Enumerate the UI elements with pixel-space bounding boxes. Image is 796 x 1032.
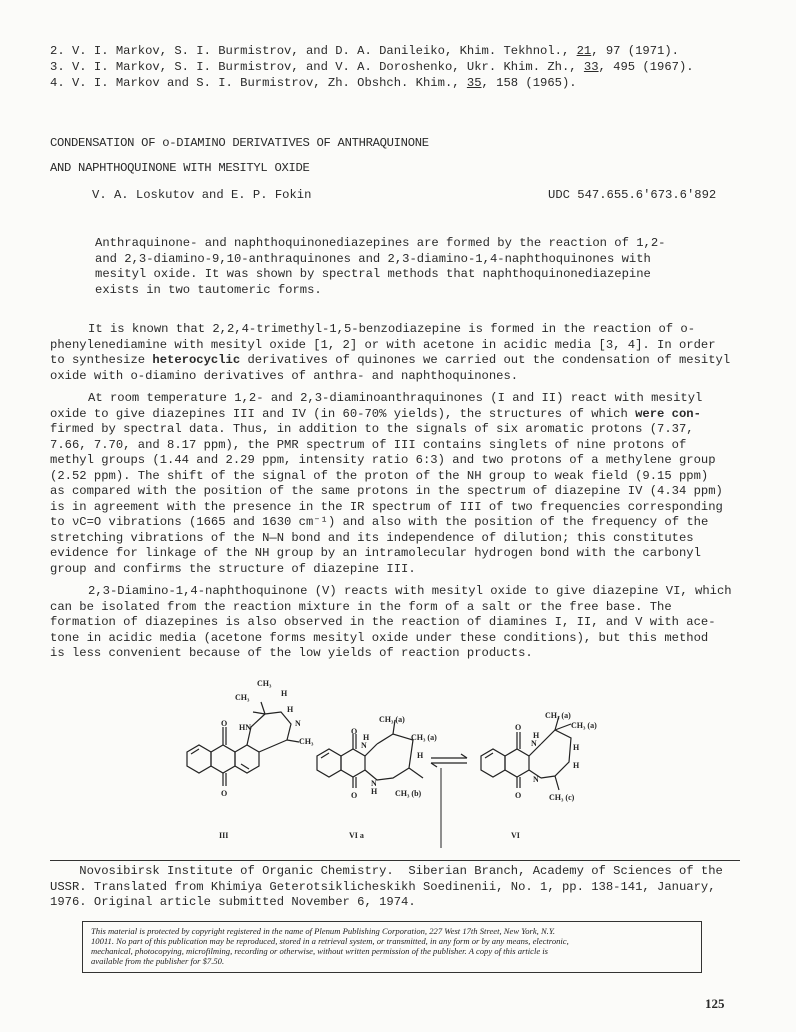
title-line: AND NAPHTHOQUINONE WITH MESITYL OXIDE (50, 161, 310, 175)
oxygen-label: O (351, 727, 358, 736)
text-line: firmed by spectral data. Thus, in addition to the signals of six aromatic protons (7.37, (50, 422, 694, 436)
text-line: group and confirms the structure of diazepine III. (50, 561, 416, 576)
abstract-line: Anthraquinone- and naphthoquinonediazepines are formed by the reaction of 1,2- (95, 236, 666, 250)
nh-label: HN (239, 723, 251, 732)
abstract-line: exists in two tautomeric forms. (95, 282, 322, 297)
h-label: H (287, 705, 294, 714)
paragraph (50, 391, 750, 577)
oxygen-label: O (221, 719, 228, 728)
compound-label-iii: III (219, 831, 229, 840)
text-line: evidence for linkage of the NH group by an intramolecular hydrogen bond with the carbonyl (50, 546, 701, 560)
methyl-label: CH₃ (235, 693, 250, 702)
structure-iii (187, 702, 299, 786)
n-label: N (531, 739, 537, 748)
methyl-label-a: CH₃ (a) (545, 711, 571, 720)
text-line: 7.66, 7.70, and 8.17 ppm), the PMR spectrum of III contains singlets of nine protons of (50, 437, 687, 452)
text-line: tone in acidic media (acetone forms mesityl oxide under these conditions), but this method (50, 630, 709, 645)
text-line: stretching vibrations of the N—N bond and its independence of dilution; this constitutes (50, 530, 694, 545)
footnote-divider (50, 860, 740, 861)
compound-label-via: VI a (349, 831, 364, 840)
oxygen-label: O (351, 791, 358, 800)
abstract-line: mesityl oxide. It was shown by spectral methods that naphthoquinonediazepine (95, 267, 651, 281)
title-line: CONDENSATION OF o-DIAMINO DERIVATIVES OF ANTHRAQUINONE (50, 136, 429, 150)
text-line: (2.52 ppm). The shift of the signal of the proton of the NH group to weak field (9.15 ppm) (50, 468, 709, 483)
text-line: oxide with o-diamino derivatives of anthra- and naphthoquinones. (50, 368, 519, 383)
text-line: is less convenient because of the low yields of reaction products. (50, 646, 533, 660)
text-line: It is known that 2,2,4-trimethyl-1,5-benzodiazepine is formed in the reaction of o- (88, 322, 696, 336)
footnote-line: USSR. Translated from Khimiya Geterotsiklicheskikh Soedinenii, No. 1, pp. 138-141, January, (50, 879, 716, 894)
methyl-label: CH₃ (257, 679, 272, 688)
text-line: At room temperature 1,2- and 2,3-diaminoanthraquinones (I and II) react with mesityl (88, 391, 703, 405)
footnote-line: Novosibirsk Institute of Organic Chemistry. Siberian Branch, Academy of Sciences of the (50, 864, 723, 878)
copyright-line: This material is protected by copyright registered in the name of Plenum Publishing Corporation, 227 West 17th Street, New York, N.Y. (91, 926, 555, 936)
article-body (50, 322, 750, 669)
article-title (50, 136, 750, 186)
structure-vi (481, 716, 571, 790)
text-line: formation of diazepines is also observed in the reaction of diamines I, II, and V with ace- (50, 615, 716, 629)
oxygen-label: O (515, 791, 522, 800)
reference-item: 2. V. I. Markov, S. I. Burmistrov, and D. A. Danileiko, Khim. Tekhnol., 21, 97 (1971). (50, 44, 679, 58)
reference-item: 3. V. I. Markov, S. I. Burmistrov, and V. A. Doroshenko, Ukr. Khim. Zh., 33, 495 (1967). (50, 60, 694, 74)
n-label: N (371, 779, 377, 788)
text-line: phenylenediamine with mesityl oxide [1, 2] or with acetone in acidic media [3, 4]. In order (50, 337, 716, 352)
methyl-label-a: CH₃ (a) (571, 721, 597, 730)
text-line: oxide to give diazepines III and IV (in 60-70% yields), the structures of which were con- (50, 406, 701, 421)
equilibrium-arrows (431, 754, 467, 767)
abstract (95, 236, 695, 298)
compound-label-vi: VI (511, 831, 520, 840)
methyl-label-a: CH₃ (a) (379, 715, 405, 724)
oxygen-label: O (515, 723, 522, 732)
paragraph (50, 584, 750, 662)
h-label: H (573, 743, 580, 752)
page-number: 125 (705, 996, 725, 1011)
authors: V. A. Loskutov and E. P. Fokin (92, 188, 312, 202)
methyl-label-c: CH₃ (c) (549, 793, 575, 802)
oxygen-label: O (221, 789, 228, 798)
copyright-line: mechanical, photocopying, microfilming, recording or otherwise, without written permission of the publisher. A copy of this article is (91, 946, 549, 956)
h-label: H (371, 787, 378, 796)
udc-code: UDC 547.655.6'673.6'892 (548, 188, 717, 202)
text-line: methyl groups (1.44 and 2.29 ppm, intensity ratio 6:3) and two protons of a methylene group (50, 453, 716, 467)
text-line: to νC=O vibrations (1665 and 1630 cm⁻¹) and also with the position of the frequency of the (50, 515, 709, 529)
text-line: is in agreement with the presence in the IR spectrum of III of two frequencies corresponding (50, 499, 723, 514)
reference-list (50, 44, 750, 92)
text-line: 2,3-Diamino-1,4-naphthoquinone (V) reacts with mesityl oxide to give diazepine VI, which (88, 584, 732, 598)
h-label: H (363, 733, 370, 742)
h-label: H (281, 689, 288, 698)
copyright-line: available from the publisher for $7.50. (91, 956, 225, 966)
h-label: H (533, 731, 540, 740)
n-label: N (295, 719, 301, 728)
abstract-line: and 2,3-diamino-9,10-anthraquinones and 2,3-diamino-1,4-naphthoquinones with (95, 251, 651, 266)
methyl-label-a: CH₃ (a) (411, 733, 437, 742)
chemical-structures-figure (175, 672, 615, 852)
copyright-line: 10011. No part of this publication may be reproduced, stored in a retrieval system, or transmitted, in any form or by any means, electronic, (91, 936, 569, 946)
text-line: as compared with the position of the same protons in the spectrum of diazepine IV (4.34 ppm) (50, 484, 723, 498)
copyright-notice (82, 921, 702, 973)
n-label: N (361, 741, 367, 750)
structure-via (317, 720, 423, 788)
text-line: can be isolated from the reaction mixture in the form of a salt or the free base. The (50, 599, 672, 614)
footnote (50, 864, 750, 911)
methyl-label: CH₃ (299, 737, 314, 746)
text-line: to synthesize heterocyclic derivatives of quinones we carried out the condensation of mesityl (50, 353, 731, 367)
h-label: H (573, 761, 580, 770)
footnote-line: 1976. Original article submitted November 6, 1974. (50, 895, 416, 909)
h-label: H (417, 751, 424, 760)
paragraph (50, 322, 750, 384)
methyl-label-b: CH₃ (b) (395, 789, 422, 798)
reference-item: 4. V. I. Markov and S. I. Burmistrov, Zh. Obshch. Khim., 35, 158 (1965). (50, 76, 577, 90)
n-label: N (533, 775, 539, 784)
